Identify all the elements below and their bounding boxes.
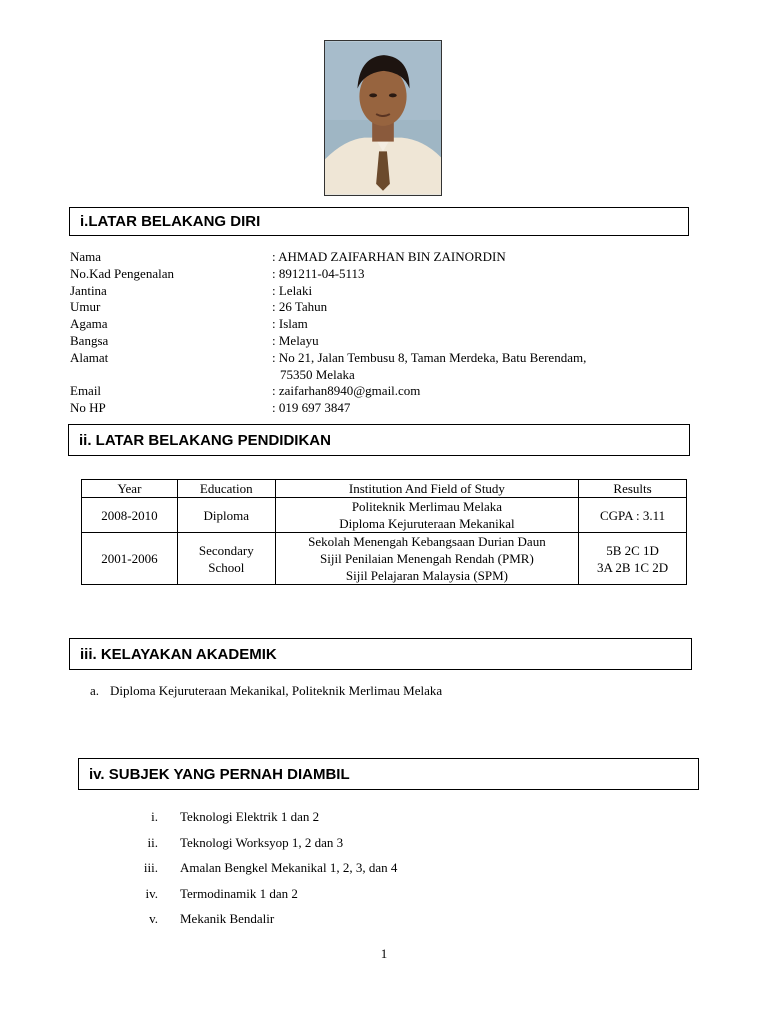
list-text: Teknologi Worksyop 1, 2 dan 3 [180, 834, 344, 850]
info-value: : AHMAD ZAIFARHAN BIN ZAINORDIN [272, 249, 506, 264]
info-label: No.Kad Pengenalan [70, 265, 174, 281]
list-marker: iii. [143, 860, 158, 875]
column-header: Institution And Field of Study [275, 480, 578, 498]
list-item [130, 910, 630, 936]
info-value: : zaifarhan8940@gmail.com [272, 383, 421, 399]
list-item [130, 834, 630, 860]
list-item [90, 683, 442, 699]
info-label: Nama [70, 249, 102, 264]
cell-education [177, 533, 275, 585]
section-header-latar-belakang-diri [69, 207, 689, 236]
list-text: Amalan Bengkel Mekanikal 1, 2, 3, dan 4 [180, 860, 398, 875]
section-header-subjek [78, 758, 699, 790]
info-label: Umur [70, 299, 101, 315]
cell-line: Diploma [203, 507, 250, 523]
cell-year: 2001-2006 [82, 533, 178, 585]
profile-photo [324, 40, 442, 196]
info-value-line2: 75350 Melaka [280, 366, 355, 382]
subjects-list [130, 808, 630, 936]
list-marker: ii. [147, 834, 158, 850]
info-value: : Islam [272, 316, 308, 332]
table-header-row [82, 480, 687, 498]
section-title: ii. LATAR BELAKANG PENDIDIKAN [79, 431, 331, 449]
cell-line: Diploma Kejuruteraan Mekanikal [339, 516, 515, 531]
cell-institution [275, 533, 578, 585]
info-label: Bangsa [70, 332, 109, 348]
info-label: Email [70, 383, 102, 399]
list-marker: a. [90, 683, 100, 698]
info-value: : 019 697 3847 [272, 400, 351, 416]
info-row-ic [70, 266, 710, 283]
info-label: Alamat [70, 349, 109, 365]
page-number: 1 [380, 946, 388, 961]
list-marker: i. [151, 809, 158, 824]
list-text: Termodinamik 1 dan 2 [180, 885, 298, 901]
column-header: Results [579, 480, 687, 498]
cell-year: 2008-2010 [82, 498, 178, 533]
cell-institution [275, 498, 578, 533]
info-value: : Lelaki [272, 282, 313, 298]
table-row [82, 533, 687, 585]
list-marker: v. [149, 911, 158, 926]
cell-line: 5B 2C 1D [606, 542, 659, 558]
cell-line: School [208, 559, 245, 575]
info-label: Jantina [70, 282, 107, 298]
info-row-nama [70, 249, 710, 266]
cell-line: Sijil Pelajaran Malaysia (SPM) [345, 568, 508, 583]
info-row-umur [70, 299, 710, 316]
education-table [81, 479, 687, 585]
cell-line: CGPA : 3.11 [599, 507, 666, 523]
info-value: : 891211-04-5113 [272, 265, 365, 281]
list-text: Diploma Kejuruteraan Mekanikal, Politeknik Merlimau Melaka [110, 683, 443, 698]
cell-results [579, 533, 687, 585]
info-row-alamat [70, 350, 710, 384]
column-header: Education [177, 480, 275, 498]
list-marker: iv. [145, 885, 158, 901]
list-item [130, 859, 630, 885]
info-value: : No 21, Jalan Tembusu 8, Taman Merdeka, Batu Berendam, [272, 349, 587, 365]
info-value: : Melayu [272, 332, 319, 348]
info-row-agama [70, 316, 710, 333]
list-text: Mekanik Bendalir [180, 911, 275, 926]
section-title: iii. KELAYAKAN AKADEMIK [80, 645, 277, 663]
cell-line: Politeknik Merlimau Melaka [351, 499, 503, 514]
section-header-latar-belakang-pendidikan [68, 424, 690, 456]
cell-education [177, 498, 275, 533]
section-title: iv. SUBJEK YANG PERNAH DIAMBIL [89, 765, 350, 783]
section-header-kelayakan-akademik [69, 638, 692, 670]
academic-list [90, 683, 442, 699]
list-text: Teknologi Elektrik 1 dan 2 [180, 809, 320, 824]
info-label: No HP [70, 400, 106, 416]
table-row [82, 498, 687, 533]
info-row-jantina [70, 283, 710, 300]
list-item [130, 808, 630, 834]
column-header: Year [82, 480, 178, 498]
cell-line: Sijil Penilaian Menengah Rendah (PMR) [320, 551, 534, 566]
cell-line: Secondary [198, 542, 254, 558]
cell-results [579, 498, 687, 533]
info-row-bangsa [70, 333, 710, 350]
personal-info [70, 249, 710, 417]
section-title: i.LATAR BELAKANG DIRI [80, 213, 261, 230]
list-item [130, 885, 630, 911]
cell-line: 3A 2B 1C 2D [596, 559, 669, 575]
info-value: : 26 Tahun [272, 299, 328, 315]
info-label: Agama [70, 316, 108, 332]
info-row-email [70, 383, 710, 400]
portrait-photo-icon [325, 41, 441, 195]
cell-line: Sekolah Menengah Kebangsaan Durian Daun [308, 534, 546, 549]
info-row-nohp [70, 400, 710, 417]
